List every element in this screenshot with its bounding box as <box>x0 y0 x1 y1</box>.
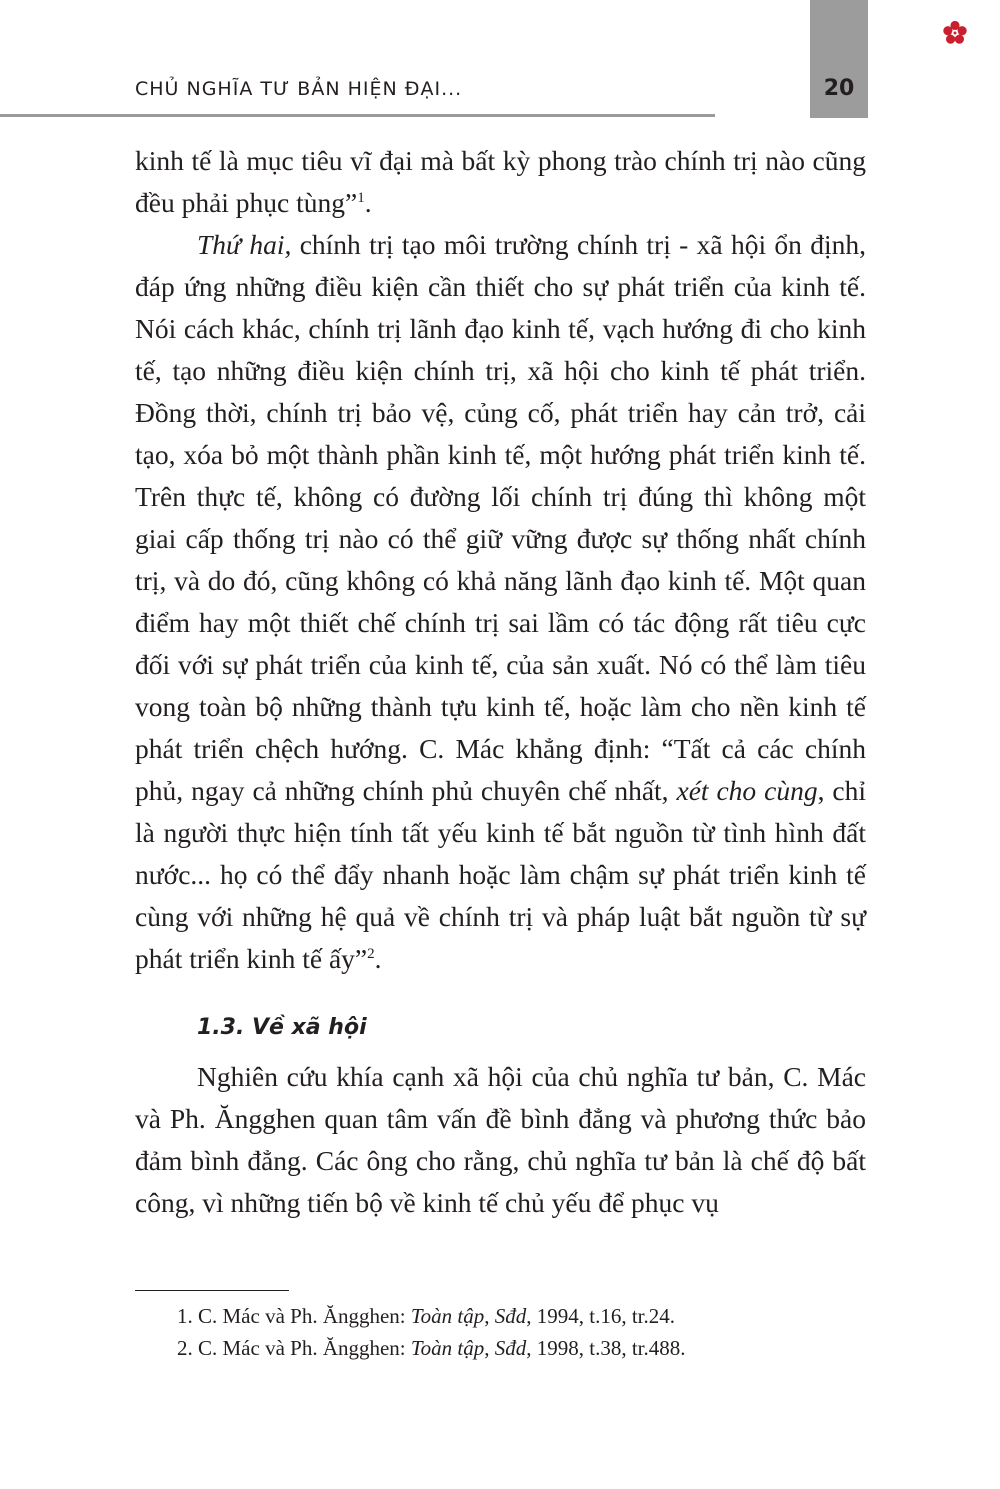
paragraph-3 <box>135 1056 866 1224</box>
footnote-rule <box>135 1290 289 1291</box>
footnote-2-work: Toàn tập <box>410 1336 485 1360</box>
paragraph-2-lead: Thứ hai, <box>197 229 292 260</box>
footnotes <box>177 1300 867 1364</box>
page-number-tab <box>810 0 868 118</box>
footnote-1-lead: 1. C. Mác và Ph. Ăngghen: <box>177 1304 411 1328</box>
footnote-2-sep: , <box>484 1336 495 1360</box>
footnote-ref-2: 2 <box>367 945 375 962</box>
section-heading: 1.3. Về xã hội <box>197 1015 367 1040</box>
footnote-2-sdd: Sđd <box>494 1336 527 1360</box>
paragraph-2 <box>135 224 866 980</box>
footnote-1-sep: , <box>484 1304 495 1328</box>
paragraph-2-end: . <box>374 943 382 974</box>
footnote-2 <box>177 1332 867 1364</box>
paragraph-1-end: . <box>364 187 372 218</box>
paragraph-1-text: kinh tế là mục tiêu vĩ đại mà bất kỳ phong trào chính trị nào cũng đều phải phục tùng” <box>135 145 866 218</box>
footnote-1 <box>177 1300 867 1332</box>
footnote-1-work: Toàn tập <box>410 1304 485 1328</box>
body-text <box>135 140 866 1224</box>
footnote-2-tail: , 1998, t.38, tr.488. <box>526 1336 686 1360</box>
paragraph-2-text-2: , chỉ là người thực hiện tính tất yếu kinh tế bắt nguồn từ tình hình đất nước... họ có thể đẩy nhanh hoặc làm chậm sự phát triển kinh tế cùng với những hệ quả về chính trị và pháp luật bắt nguồn từ sự phát triển kinh tế ấy” <box>135 775 866 974</box>
header-rule <box>0 114 715 117</box>
paragraph-1 <box>135 140 866 224</box>
paragraph-3-text: Nghiên cứu khía cạnh xã hội của chủ nghĩa tư bản, C. Mác và Ph. Ăngghen quan tâm vấn đề bình đẳng và phương thức bảo đảm bình đẳng. Các ông cho rằng, chủ nghĩa tư bản là chế độ bất công, vì những tiến bộ về kinh tế chủ yếu để phục vụ <box>135 1061 866 1218</box>
paragraph-2-text-1: chính trị tạo môi trường chính trị - xã hội ổn định, đáp ứng những điều kiện cần thiết cho sự phát triển của kinh tế. Nói cách khác, chính trị lãnh đạo kinh tế, vạch hướng đi cho kinh tế, tạo những điều kiện chính trị, xã hội cho kinh tế phát triển. Đồng thời, chính trị bảo vệ, củng cố, phát triển hay cản trở, cải tạo, xóa bỏ một thành phần kinh tế, một hướng phát triển kinh tế. Trên thực tế, không có đường lối chính trị đúng thì không một giai cấp thống trị nào có thể giữ vững được sự thống nhất chính trị, và do đó, cũng không có khả năng lãnh đạo kinh tế. Một quan điểm hay một thiết chế chính trị sai lầm có tác động rất tiêu cực đối với sự phát triển của kinh tế, của sản xuất. Nó có thể làm tiêu vong toàn bộ những thành tựu kinh tế, hoặc làm cho nền kinh tế phát triển chệch hướng. C. Mác khẳng định: “Tất cả các chính phủ, ngay cả những chính phủ chuyên chế nhất, <box>135 229 866 806</box>
footnote-2-lead: 2. C. Mác và Ph. Ăngghen: <box>177 1336 411 1360</box>
footnote-1-sdd: Sđd <box>494 1304 527 1328</box>
footnote-1-tail: , 1994, t.16, tr.24. <box>526 1304 676 1328</box>
red-flower-icon <box>942 20 968 46</box>
paragraph-2-italic-phrase: xét cho cùng <box>676 775 818 806</box>
running-title: CHỦ NGHĨA TƯ BẢN HIỆN ĐẠI... <box>135 78 463 100</box>
page-number: 20 <box>823 76 855 101</box>
footnote-ref-1: 1 <box>357 189 365 206</box>
